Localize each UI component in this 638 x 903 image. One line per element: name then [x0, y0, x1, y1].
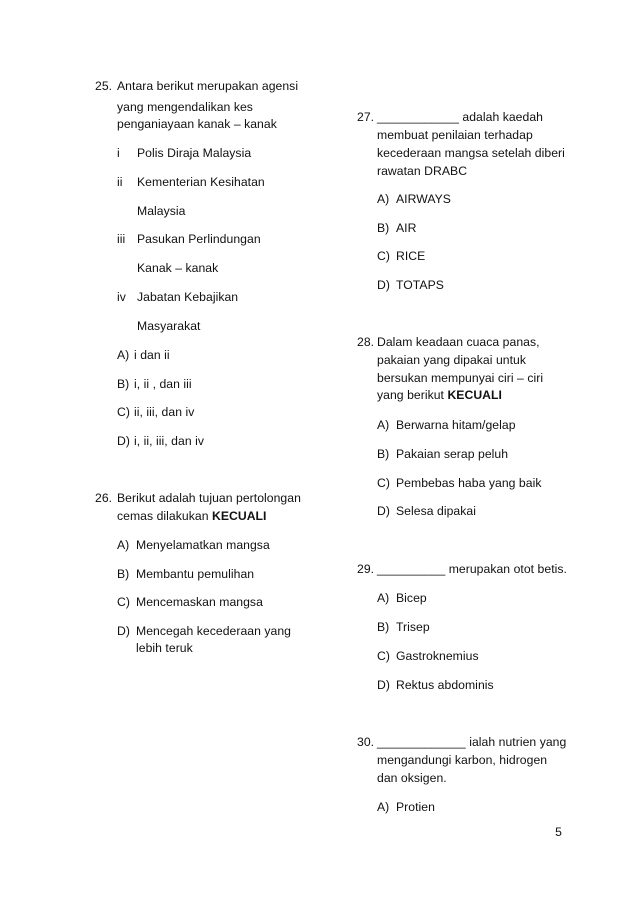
statement-text: Pasukan Perlindungan — [137, 232, 261, 246]
option-label: A) — [117, 538, 130, 552]
option-label: A) — [377, 591, 390, 605]
option-label: B) — [117, 377, 130, 391]
option-text: Protien — [396, 800, 435, 814]
statement-label: i — [117, 146, 120, 160]
option-text: Mencemaskan mangsa — [136, 595, 263, 609]
option-label: A) — [117, 348, 130, 362]
option-text: i, ii, iii, dan iv — [134, 434, 204, 448]
option-text: AIR — [396, 221, 417, 235]
question-stem-line: _____________ ialah nutrien yang — [377, 735, 567, 749]
option-text: Berwarna hitam/gelap — [396, 418, 516, 432]
option-text: Membantu pemulihan — [136, 567, 255, 581]
option-label: D) — [117, 434, 130, 448]
option-text: i, ii , dan iii — [134, 377, 192, 391]
option-label: C) — [377, 649, 390, 663]
option-text: Rektus abdominis — [396, 678, 494, 692]
option-label: C) — [117, 595, 130, 609]
question-stem-line: yang mengendalikan kes — [117, 100, 253, 114]
question-number: 26. — [95, 491, 113, 505]
option-text: Trisep — [396, 620, 430, 634]
question-stem-line: penganiayaan kanak – kanak — [117, 117, 277, 131]
option-label: B) — [377, 620, 390, 634]
option-text: Pembebas haba yang baik — [396, 476, 542, 490]
option-text: Pakaian serap peluh — [396, 447, 509, 461]
question-stem-text: yang berikut — [377, 388, 444, 402]
question-stem-line: dan oksigen. — [377, 771, 447, 785]
page-number: 5 — [555, 825, 562, 839]
question-number: 25. — [95, 79, 113, 93]
question-number: 29. — [357, 562, 375, 576]
statement-label: ii — [117, 175, 123, 189]
statement-text: Malaysia — [137, 204, 186, 218]
question-number: 30. — [357, 735, 375, 749]
question-stem-line-with-emphasis — [377, 387, 502, 403]
option-text: RICE — [396, 249, 426, 263]
option-label: C) — [377, 476, 390, 490]
question-stem-line: Dalam keadaan cuaca panas, — [377, 335, 540, 349]
option-label: C) — [117, 405, 130, 419]
option-label: B) — [377, 221, 390, 235]
option-text: TOTAPS — [396, 278, 444, 292]
option-text: Bicep — [396, 591, 427, 605]
option-text: ii, iii, dan iv — [134, 405, 195, 419]
statement-label: iv — [117, 290, 126, 304]
option-label: D) — [377, 504, 390, 518]
question-stem-line: bersukan mempunyai ciri – ciri — [377, 371, 544, 385]
question-stem-line: __________ merupakan otot betis. — [377, 562, 567, 576]
question-stem-line: rawatan DRABC — [377, 164, 468, 178]
emphasis-keyword: KECUALI — [447, 388, 502, 402]
question-number: 27. — [357, 110, 375, 124]
question-stem-line: pakaian yang dipakai untuk — [377, 353, 527, 367]
question-stem-line: kecederaan mangsa setelah diberi — [377, 146, 565, 160]
option-label: B) — [377, 447, 390, 461]
statement-text: Jabatan Kebajikan — [137, 290, 239, 304]
option-label: A) — [377, 418, 390, 432]
emphasis-keyword: KECUALI — [211, 509, 267, 523]
option-text: i dan ii — [134, 348, 170, 362]
question-stem-line-with-emphasis — [117, 508, 266, 524]
option-text: Mencegah kecederaan yang — [136, 624, 292, 638]
option-text: Selesa dipakai — [396, 504, 476, 518]
option-label: D) — [117, 624, 130, 638]
question-stem-line: mengandungi karbon, hidrogen — [377, 753, 548, 767]
option-label: B) — [117, 567, 130, 581]
statement-label: iii — [117, 232, 126, 246]
option-label: A) — [377, 800, 390, 814]
question-stem-line: membuat penilaian terhadap — [377, 128, 533, 142]
option-label: A) — [377, 192, 390, 206]
question-stem-text: cemas dilakukan — [117, 509, 209, 523]
statement-text: Masyarakat — [137, 319, 201, 333]
question-stem-line: Berikut adalah tujuan pertolongan — [117, 491, 301, 505]
statement-text: Kanak – kanak — [137, 261, 219, 275]
question-stem-line: ____________ adalah kaedah — [377, 110, 543, 124]
option-label: D) — [377, 278, 390, 292]
option-text: AIRWAYS — [396, 192, 451, 206]
question-number: 28. — [357, 335, 375, 349]
question-stem-line: Antara berikut merupakan agensi — [117, 79, 299, 93]
statement-text: Kementerian Kesihatan — [137, 175, 265, 189]
option-label: C) — [377, 249, 390, 263]
option-text: Menyelamatkan mangsa — [136, 538, 270, 552]
statement-text: Polis Diraja Malaysia — [137, 146, 252, 160]
option-text: Gastroknemius — [396, 649, 479, 663]
option-text-continued: lebih teruk — [136, 641, 193, 655]
option-label: D) — [377, 678, 390, 692]
